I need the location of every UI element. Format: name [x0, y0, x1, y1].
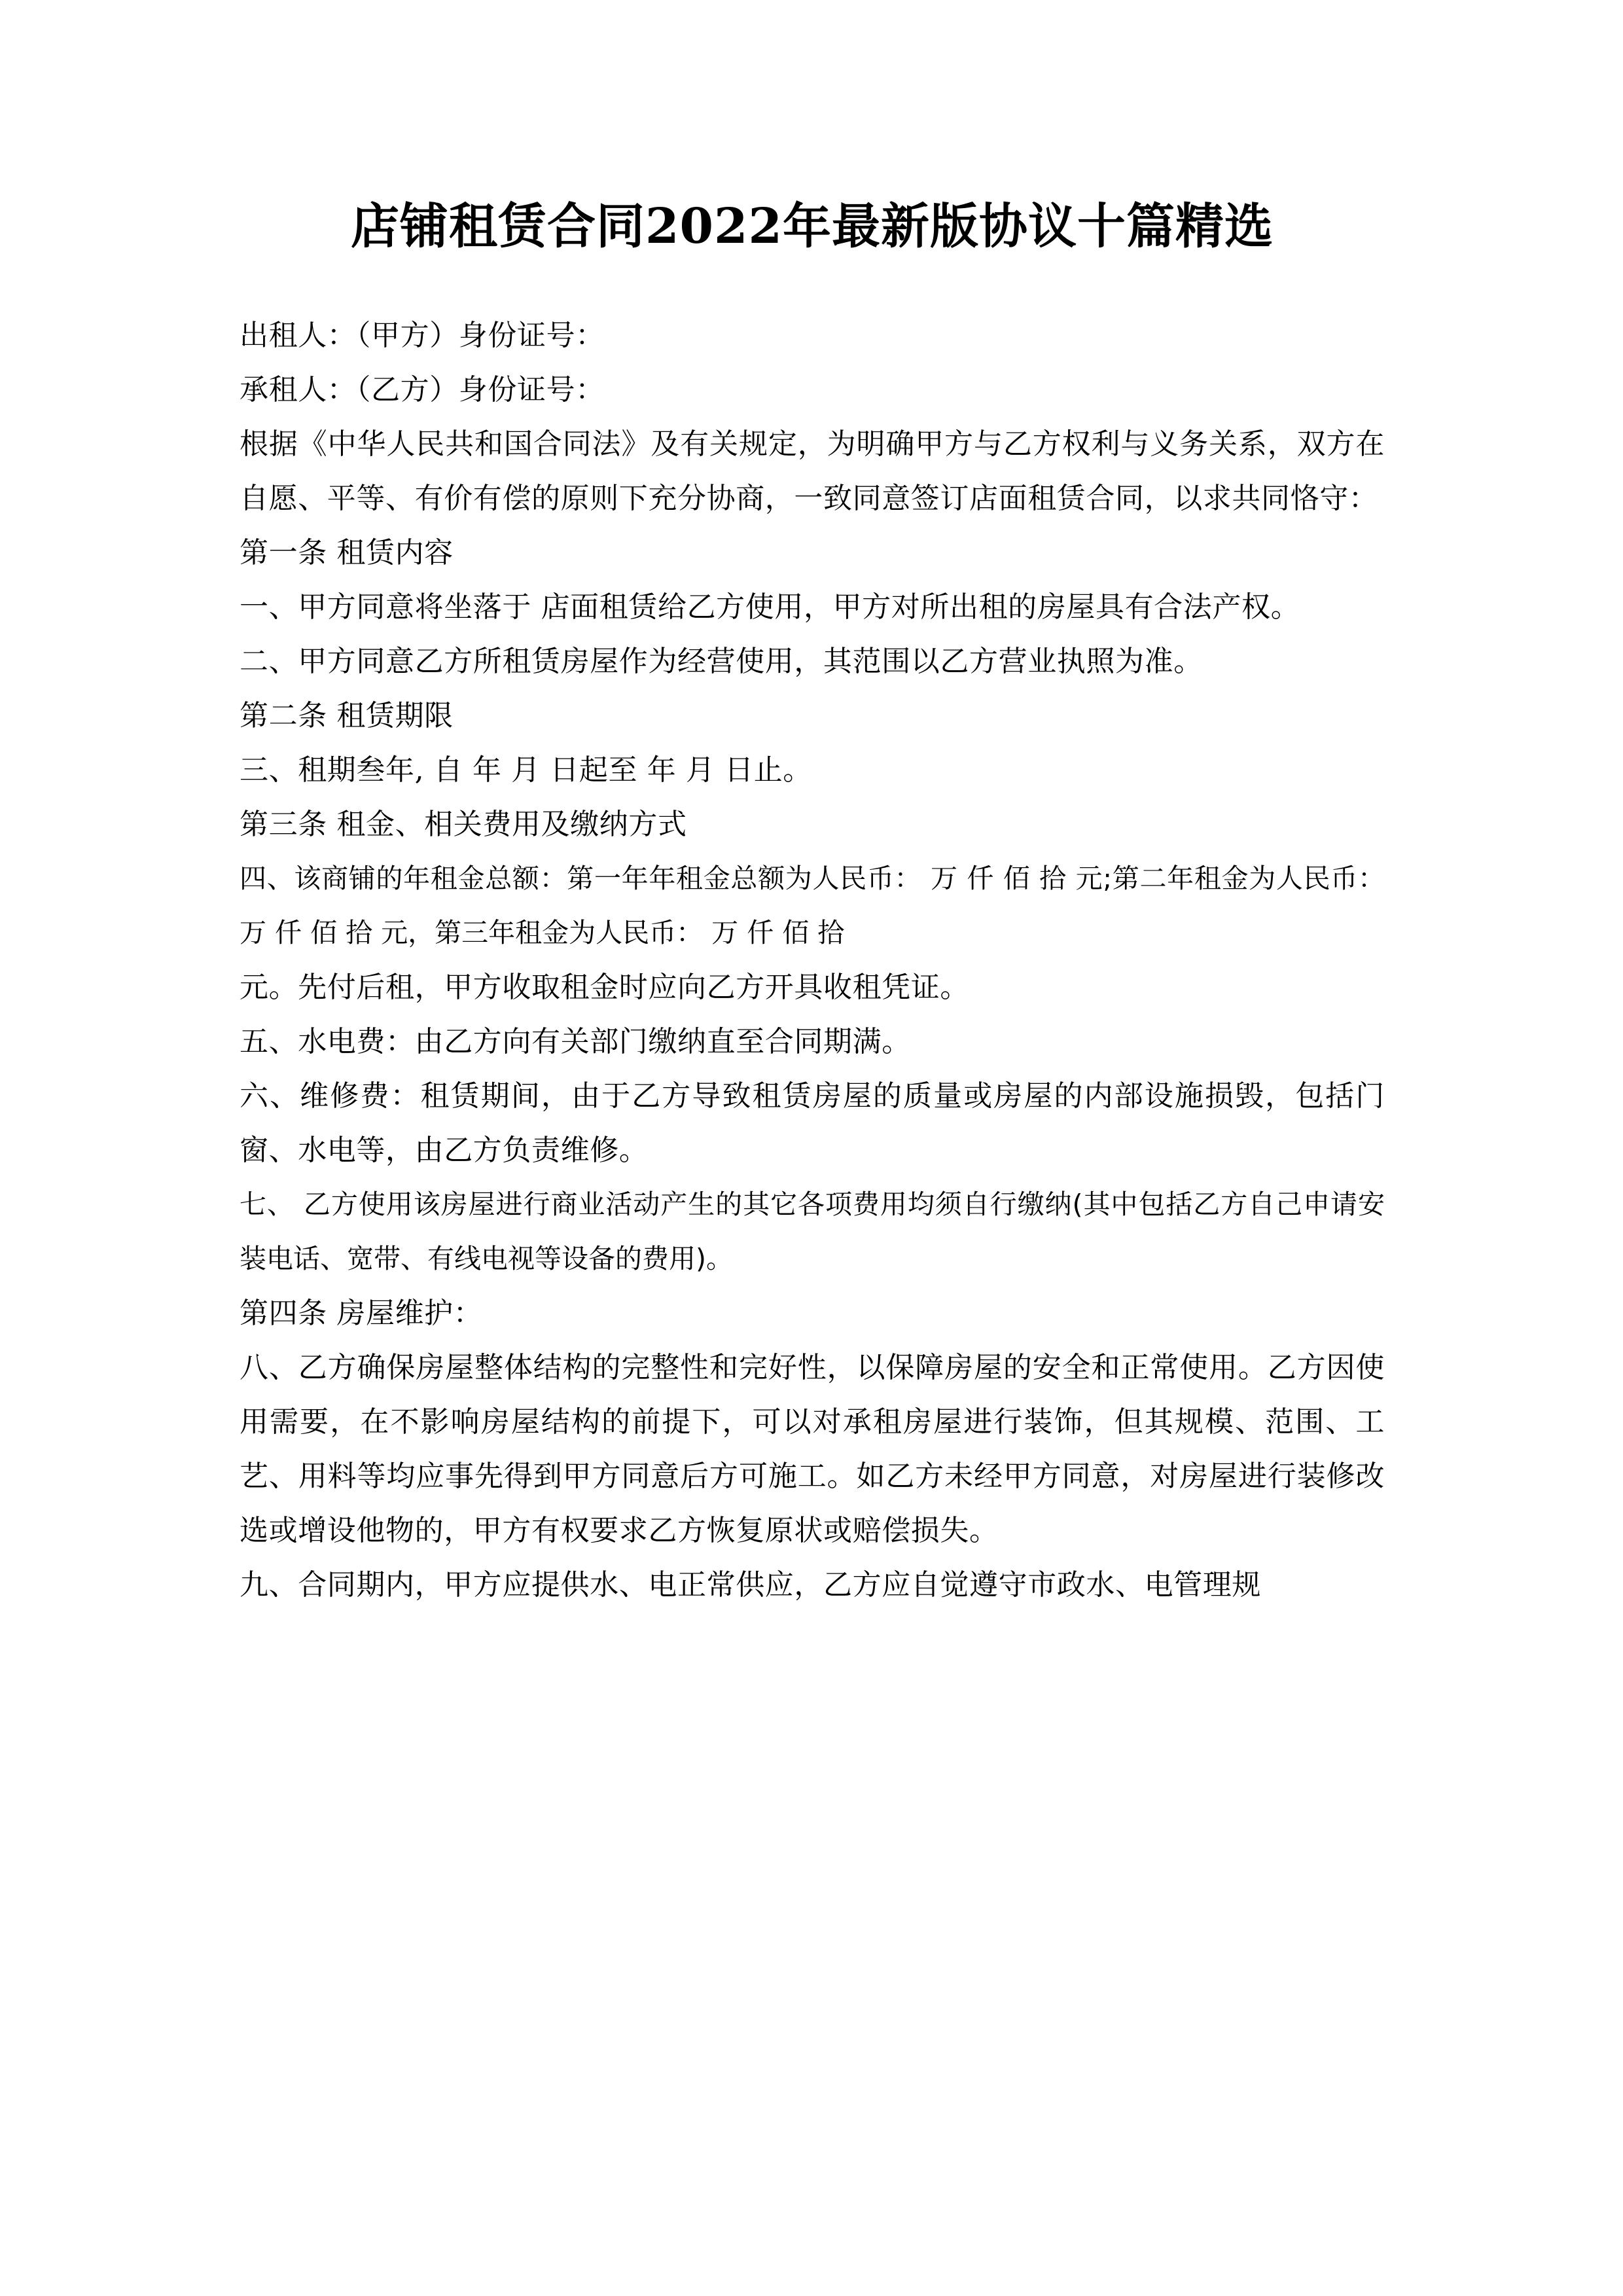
heading-article-1: 第一条 租赁内容	[240, 535, 454, 569]
paragraph-clause-4: 四、该商铺的年租金总额：第一年年租金总额为人民币： 万 仟 佰 拾 元;第二年租金为人民币： 万 仟 佰 拾 元，第三年租金为人民币： 万 仟 佰 拾	[240, 862, 1385, 948]
paragraph-clause-9: 九、合同期内，甲方应提供水、电正常供应，乙方应自觉遵守市政水、电管理规	[240, 1568, 1261, 1602]
paragraph-clause-5: 五、水电费：由乙方向有关部门缴纳直至合同期满。	[240, 1024, 911, 1058]
document-body	[240, 308, 1385, 1612]
paragraph-clause-4-tail: 元。先付后租，甲方收取租金时应向乙方开具收租凭证。	[240, 970, 969, 1004]
document-content	[240, 0, 1385, 1612]
heading-article-3: 第三条 租金、相关费用及缴纳方式	[240, 807, 687, 841]
paragraph-clause-7: 七、 乙方使用该房屋进行商业活动产生的其它各项费用均须自行缴纳(其中包括乙方自己申请安装电话、宽带、有线电视等设备的费用)。	[240, 1188, 1385, 1274]
paragraph-clause-6: 六、维修费：租赁期间，由于乙方导致租赁房屋的质量或房屋的内部设施损毁，包括门窗、水电等，由乙方负责维修。	[240, 1079, 1385, 1167]
paragraph-lessee-line: 承租人：（乙方）身份证号：	[240, 372, 605, 406]
paragraph-preamble: 根据《中华人民共和国合同法》及有关规定，为明确甲方与乙方权利与义务关系，双方在自愿、平等、有价有偿的原则下充分协商，一致同意签订店面租赁合同，以求共同恪守：	[240, 427, 1385, 515]
heading-article-4: 第四条 房屋维护：	[240, 1296, 483, 1330]
page-title: 店铺租赁合同2022年最新版协议十篇精选	[351, 198, 1274, 255]
heading-article-2: 第二条 租赁期限	[240, 698, 454, 732]
paragraph-lessor-line: 出租人：（甲方）身份证号：	[240, 318, 605, 352]
paragraph-clause-2: 二、甲方同意乙方所租赁房屋作为经营使用，其范围以乙方营业执照为准。	[240, 644, 1203, 678]
paragraph-clause-1: 一、甲方同意将坐落于 店面租赁给乙方使用，甲方对所出租的房屋具有合法产权。	[240, 590, 1300, 624]
paragraph-clause-3: 三、租期叁年, 自 年 月 日起至 年 月 日止。	[240, 753, 812, 787]
paragraph-clause-8: 八、乙方确保房屋整体结构的完整性和完好性，以保障房屋的安全和正常使用。乙方因使用需要，在不影响房屋结构的前提下，可以对承租房屋进行装饰，但其规模、范围、工艺、用料等均应事先得到甲方同意后方可施工。如乙方未经甲方同意，对房屋进行装修改选或增设他物的，甲方有权要求乙方恢复原状或赔偿损失。	[240, 1350, 1385, 1547]
